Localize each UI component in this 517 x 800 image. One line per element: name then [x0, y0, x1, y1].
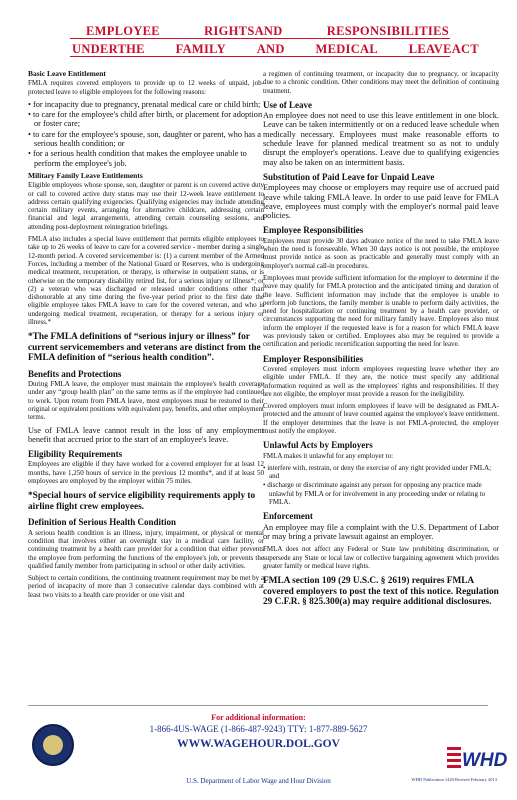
employer-resp-paragraph: Covered employers must inform employees requesting leave whether they are eligible under FMLA. If they are, the notice must specify any additional information required as well as the employees' rights and responsibilities. If they are not eligible, the employer must provide a reason for the ineligibility.: [263, 364, 499, 398]
title-word: MEDICAL: [315, 42, 378, 56]
employee-resp-paragraph: Employees must provide sufficient information for the employer to determine if the leave may qualify for FMLA protection and the anticipated timing and duration of the leave. Sufficient information may include that the employee is unable to perform job functions, the family member is unable to perform daily activities, the need for hospitalization or continuing treatment by a health care provider, or circumstances supporting the need for military family leave. Employees also must inform the employer if the requested leave is for a reason for which FMLA leave was previously taken or certified. Employees also may be required to provide a certification and periodic recertification supporting the need for leave.: [263, 273, 499, 349]
enforcement-paragraph: FMLA does not affect any Federal or State law prohibiting discrimination, or supersede any State or local law or collective bargaining agreement which provides greater family or medical leave rights.: [263, 545, 499, 570]
list-item: • for incapacity due to pregnancy, prenatal medical care or child birth;: [28, 99, 261, 109]
section-heading-shc: Definition of Serious Health Condition: [28, 517, 177, 528]
basic-reasons-list: [28, 100, 264, 168]
title-word: LEAVEACT: [408, 42, 479, 56]
employer-resp-paragraph: Covered employers must inform employees if leave will be designated as FMLA-protected and the amount of leave counted against the employee's leave entitlement. If the employer determines that the leave is not FMLA-protected, the employer must notify the employee.: [263, 402, 499, 435]
section-heading-substitution: Substitution of Paid Leave for Unpaid Leave: [263, 171, 435, 182]
section-heading-benefits: Benefits and Protections: [28, 368, 122, 379]
military-paragraph: FMLA also includes a special leave entitlement that permits eligible employees to take up to 26 weeks of leave to care for a covered service - member during a single 12-month period. A covered servicemember is: (1) a current member of the Armed Forces, including a member of the National Guard or Reserves, who is undergoing medical treatment, recuperation, or therapy, is otherwise in outpatient status, or is otherwise on the temporary disability retired list, for a serious injury or illness*; or (2) a veteran who was discharged or released under conditions other than dishonorable at any time during the five-year period prior to the first date the eligible employee takes FMLA leave to care for the covered veteran, and who is undergoing medical treatment, recuperation, or therapy for a serious injury or illness.*: [28, 235, 264, 327]
footer-divider: [28, 705, 488, 706]
footer-department: U.S. Department of Labor Wage and Hour Division: [186, 777, 331, 785]
employee-resp-paragraph: Employees must provide 30 days advance notice of the need to take FMLA leave when the need is foreseeable. When 30 days notice is not possible, the employee must provide notice as soon as practicable and generally must comply with an employer's normal call-in procedures.: [263, 236, 499, 270]
footer-url-link[interactable]: WWW.WAGEHOUR.DOL.GOV: [177, 738, 340, 750]
unlawful-intro: FMLA makes it unlawful for any employer to:: [263, 451, 394, 460]
eligibility-paragraph: Employees are eligible if they have worked for a covered employer for at least 12 months, have 1,250 hours of service in the previous 12 months*, and if at least 50 employees are employed by the employer within 75 miles.: [28, 460, 264, 486]
benefits-paragraph: During FMLA leave, the employer must maintain the employee's health coverage under any “group health plan” on the same terms as if the employee had continued to work. Upon return from FMLA leave, most employees must be restored to their original or equivalent positions with equivalent pay, benefits, and other employment terms.: [28, 380, 264, 422]
section-heading-military: Military Family Leave Entitlements: [28, 170, 143, 180]
list-item: • to care for the employee's spouse, son, daughter or parent, who has a serious health condition; or: [28, 129, 261, 149]
section-heading-enforcement: Enforcement: [263, 511, 313, 522]
title-word: UNDERTHE: [72, 42, 145, 56]
continuing-paragraph: a regimen of continuing treatment, or incapacity due to pregnancy, or incapacity due to a chronic condition. Other conditions may meet the definition of continuing treatment.: [263, 70, 499, 95]
shc-paragraph: A serious health condition is an illness, injury, impairment, or physical or mental condition that involves either an overnight stay in a medical care facility, or continuing treatment by a health care provider for a condition that either prevents the employee from performing the functions of the employee's job, or prevents the qualified family member from participating in school or other daily activities.: [28, 528, 264, 570]
poster-title-line1: [0, 24, 517, 39]
unlawful-list: [263, 464, 499, 506]
whd-logo-text: WHD: [462, 750, 508, 771]
title-word: RESPONSIBILITIES: [326, 24, 449, 38]
section-heading-unlawful: Unlawful Acts by Employers: [263, 440, 373, 451]
whd-logo-icon: [447, 744, 508, 771]
section-heading-basic: Basic Leave Entitlement: [28, 69, 106, 78]
airline-note: *Special hours of service eligibility requirements apply to airline flight crew employees.: [28, 491, 256, 512]
enforcement-paragraph: An employee may file a complaint with the U.S. Department of Labor or may bring a private lawsuit against an employer.: [263, 522, 499, 541]
list-item: • to care for the employee's child after birth, or placement for adoption or foster care;: [28, 110, 263, 129]
basic-intro: FMLA requires covered employers to provide up to 12 weeks of unpaid, job-protected leave to eligible employees for the following reasons:: [28, 79, 264, 96]
shc-paragraph: Subject to certain conditions, the continuing treatment requirement may be met by a period of incapacity of more than 3 consecutive calendar days combined with at least two visits to a health care provider or one visit and: [28, 574, 264, 599]
definition-note: *The FMLA definitions of “serious injury or illness” for current servicemembers and veterans are distinct from the FMLA definition of “serious health condition”.: [28, 332, 261, 364]
title-underline: [70, 56, 450, 57]
left-column: [28, 70, 264, 603]
list-item: • discharge or discriminate against any person for opposing any practice made unlawful by FMLA or for involvement in any proceeding under or relating to FMLA.: [263, 481, 486, 507]
publication-number: WHD Publication 1420 Revised February 2013: [411, 777, 497, 782]
title-word: FAMILY: [175, 42, 226, 56]
substitution-paragraph: Employees may choose or employers may require use of accrued paid leave while taking FMLA leave. In order to use paid leave for FMLA leave, employees must comply with the employer's normal paid leave policies.: [263, 183, 499, 221]
right-column: [263, 70, 499, 614]
benefits-paragraph: Use of FMLA leave cannot result in the loss of any employment benefit that accrued prior to the start of an employee's leave.: [28, 425, 264, 444]
section-heading-employee-resp: Employee Responsibilities: [263, 225, 364, 236]
military-paragraph: Eligible employees whose spouse, son, daughter or parent is on covered active duty or call to covered active duty status may use their 12-week leave entitlement to address certain qualifying exigencies. Qualifying exigencies may include attending certain military events, arranging for alternative childcare, addressing certain financial and legal arrangements, attending certain counseling sessions, and attending post-deployment reintegration briefings.: [28, 181, 264, 231]
title-word: EMPLOYEE: [86, 24, 160, 38]
title-word: AND: [256, 42, 285, 56]
poster-title-line2: [0, 42, 517, 57]
footer-phones: 1-866-4US-WAGE (1-866-487-9243) TTY: 1-877-889-5627: [149, 724, 368, 734]
section-109-note: FMLA section 109 (29 U.S.C. § 2619) requires FMLA covered employers to post the text of this notice. Regulation 29 C.F.R. § 825.300(a) may require additional disclosures.: [263, 576, 499, 608]
list-item: • interfere with, restrain, or deny the exercise of any right provided under FMLA; and: [263, 463, 492, 481]
title-word: RIGHTSAND: [204, 24, 283, 38]
title-underline: [70, 38, 450, 39]
list-item: • for a serious health condition that makes the employee unable to perform the employee's job.: [28, 149, 247, 168]
section-heading-eligibility: Eligibility Requirements: [28, 449, 123, 460]
footer-info-label: For additional information:: [211, 713, 306, 722]
use-paragraph: An employee does not need to use this leave entitlement in one block. Leave can be taken intermittently or on a reduced leave schedule when medically necessary. Employees must make reasonable efforts to schedule leave for planned medical treatment so as not to unduly disrupt the employer's operations. Leave due to qualifying exigencies may also be taken on an intermittent basis.: [263, 111, 499, 167]
section-heading-employer-resp: Employer Responsibilities: [263, 353, 364, 364]
section-heading-use: Use of Leave: [263, 99, 312, 110]
